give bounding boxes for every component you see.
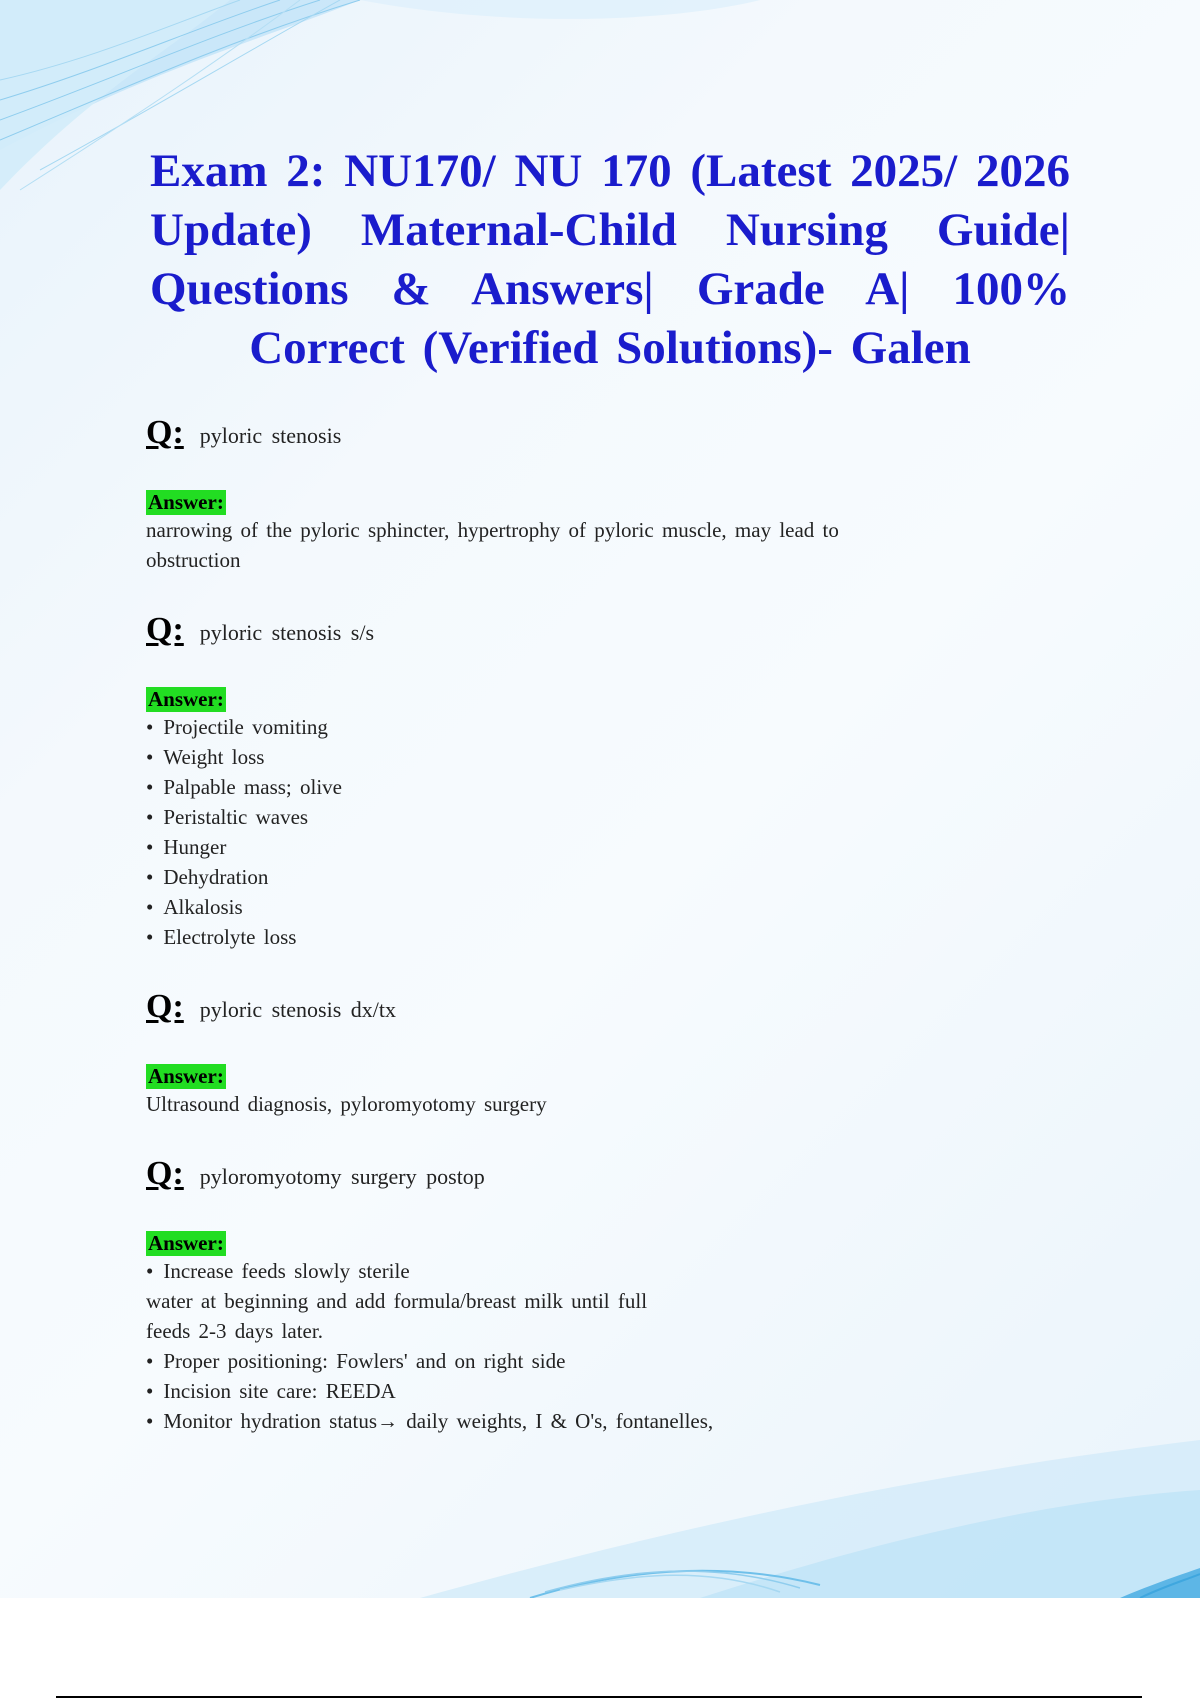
question-row bbox=[146, 1155, 1026, 1199]
answer-bullet: • Increase feeds slowly sterile bbox=[146, 1256, 1026, 1286]
answer-label: Answer: bbox=[148, 1231, 224, 1255]
answer-line: obstruction bbox=[146, 548, 241, 572]
answer-label: Answer: bbox=[148, 1064, 224, 1088]
question-text: pyloric stenosis bbox=[199, 423, 342, 448]
answer-line: Ultrasound diagnosis, pyloromyotomy surgery bbox=[146, 1092, 547, 1116]
answer-bullet: • Hunger bbox=[146, 832, 1026, 862]
answer-bullet: • Incision site care: REEDA bbox=[146, 1376, 1026, 1406]
answer-bullet: • Projectile vomiting bbox=[146, 712, 1026, 742]
question-row bbox=[146, 988, 1026, 1032]
qa-item bbox=[146, 1155, 1026, 1436]
question-label: Q: bbox=[146, 1155, 184, 1192]
question-label: Q: bbox=[146, 414, 184, 451]
answer-body bbox=[146, 515, 1026, 575]
answer-line: water at beginning and add formula/breast milk until full bbox=[146, 1289, 648, 1313]
qa-list bbox=[146, 414, 1026, 1436]
answer-bullet: • Alkalosis bbox=[146, 892, 1026, 922]
footer-rule bbox=[56, 1696, 1142, 1698]
answer-label: Answer: bbox=[148, 687, 224, 711]
answer-bullet: • Monitor hydration status→ daily weights, I & O's, fontanelles, bbox=[146, 1406, 1026, 1436]
answer-bullet: • Dehydration bbox=[146, 862, 1026, 892]
question-text: pyloric stenosis dx/tx bbox=[199, 997, 396, 1022]
qa-item bbox=[146, 414, 1026, 575]
answer-bullet: • Peristaltic waves bbox=[146, 802, 1026, 832]
answer-bullet: • Palpable mass; olive bbox=[146, 772, 1026, 802]
answer-line: feeds 2-3 days later. bbox=[146, 1319, 323, 1343]
answer-line: narrowing of the pyloric sphincter, hypertrophy of pyloric muscle, may lead to bbox=[146, 518, 839, 542]
answer-bullet: • Electrolyte loss bbox=[146, 922, 1026, 952]
question-row bbox=[146, 414, 1026, 458]
answer-label: Answer: bbox=[148, 490, 224, 514]
answer-bullet: • Weight loss bbox=[146, 742, 1026, 772]
question-row bbox=[146, 611, 1026, 655]
question-label: Q: bbox=[146, 988, 184, 1025]
answer-body bbox=[146, 1089, 1026, 1119]
question-text: pyloric stenosis s/s bbox=[199, 620, 375, 645]
document-title: Exam 2: NU170/ NU 170 (Latest 2025/ 2026 Update) Maternal-Child Nursing Guide| Questions & Answers| Grade A| 100% Correct (Verified Solutions)- Galen bbox=[150, 145, 1070, 374]
question-label: Q: bbox=[146, 611, 184, 648]
question-text: pyloromyotomy surgery postop bbox=[199, 1164, 485, 1189]
qa-item bbox=[146, 988, 1026, 1119]
answer-bullet: • Proper positioning: Fowlers' and on right side bbox=[146, 1346, 1026, 1376]
answer-body bbox=[146, 1256, 1026, 1436]
answer-body bbox=[146, 712, 1026, 952]
qa-item bbox=[146, 611, 1026, 952]
